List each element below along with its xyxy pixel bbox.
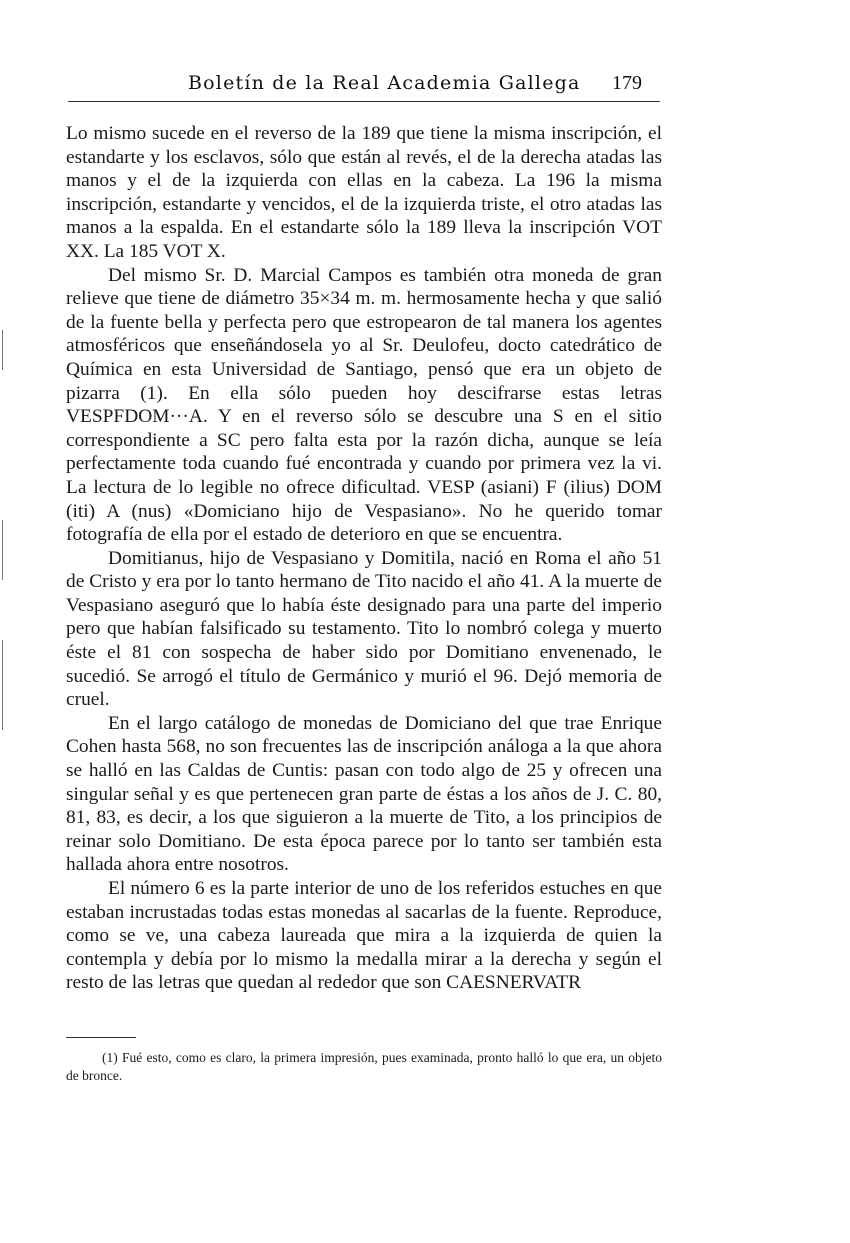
page-number: 179 bbox=[612, 72, 642, 94]
header-rule bbox=[68, 101, 660, 102]
journal-title: Boletín de la Real Academia Gallega bbox=[188, 72, 581, 94]
running-header bbox=[68, 68, 660, 102]
body-text bbox=[66, 122, 662, 995]
paragraph: Lo mismo sucede en el reverso de la 189 que tiene la misma inscripción, el estandarte y los esclavos, sólo que están al revés, el de la derecha atadas las manos y el de la izquierda con ellas en la cabeza. La 196 la misma inscripción, estandarte y vencidos, el de la izquierda triste, el otro atadas las manos a la espalda. En el estandarte sólo la 189 lleva la inscripción VOT XX. La 185 VOT X. bbox=[66, 123, 662, 262]
paragraph: Del mismo Sr. D. Marcial Campos es también otra moneda de gran relieve que tiene de diámetro 35×34 m. m. hermosamente hecha y que salió de la fuente bella y perfecta pero que estropearon de tal manera los agentes atmosféricos que enseñándosela yo al Sr. Deulofeu, docto catedrático de Química en esta Universidad de Santiago, pensó que era un objeto de pizarra (1). En ella sólo pueden hoy descifrarse estas letras VESPFDOM···A. Y en el reverso sólo se descubre una S en el sitio correspondiente a SC pero falta esta por la razón dicha, aunque se leía perfectamente toda cuando fué encontrada y cuando por primera vez la vi. La lectura de lo legible no ofrece dificultad. VESP (asiani) F (ilius) DOM (iti) A (nus) «Domiciano hijo de Vespasiano». No he querido tomar fotografía de ella por el estado de deterioro en que se encuentra. bbox=[66, 264, 662, 546]
footnote-rule bbox=[66, 1037, 136, 1038]
scan-edge-mark bbox=[2, 640, 3, 730]
footnote: (1) Fué esto, como es claro, la primera impresión, pues examinada, pronto halló lo que era, un objeto de bronce. bbox=[66, 1050, 662, 1083]
paragraph: Domitianus, hijo de Vespasiano y Domitila, nació en Roma el año 51 de Cristo y era por lo tanto hermano de Tito nacido el año 41. A la muerte de Vespasiano aseguró que lo había éste designado para una parte del imperio pero que habían falsificado su testamento. Tito lo nombró colega y muerto éste el 81 con sospecha de haber sido por Domitiano envenenado, le sucedió. Se arrogó el título de Germánico y murió el 96. Dejó memoria de cruel. bbox=[66, 547, 662, 711]
scan-edge-mark bbox=[2, 520, 3, 580]
scan-edge-mark bbox=[2, 330, 3, 370]
paragraph: El número 6 es la parte interior de uno de los referidos estuches en que estaban incrustadas todas estas monedas al sacarlas de la fuente. Reproduce, como se ve, una cabeza laureada que mira a la izquierda de quien la contempla y debía por lo mismo la medalla mirar a la derecha y según el resto de las letras que quedan al rededor que son CAESNERVATR bbox=[66, 878, 662, 994]
paragraph: En el largo catálogo de monedas de Domiciano del que trae Enrique Cohen hasta 568, no son frecuentes las de inscripción análoga a la que ahora se halló en las Caldas de Cuntis: pasan con todo algo de 25 y ofrecen una singular señal y es que pertenecen gran parte de éstas a los años de J. C. 80, 81, 83, es decir, a los que siguieron a la muerte de Tito, a los principios de reinar solo Domitiano. De esta época parece por lo tanto ser también esta hallada ahora entre nosotros. bbox=[66, 712, 662, 876]
